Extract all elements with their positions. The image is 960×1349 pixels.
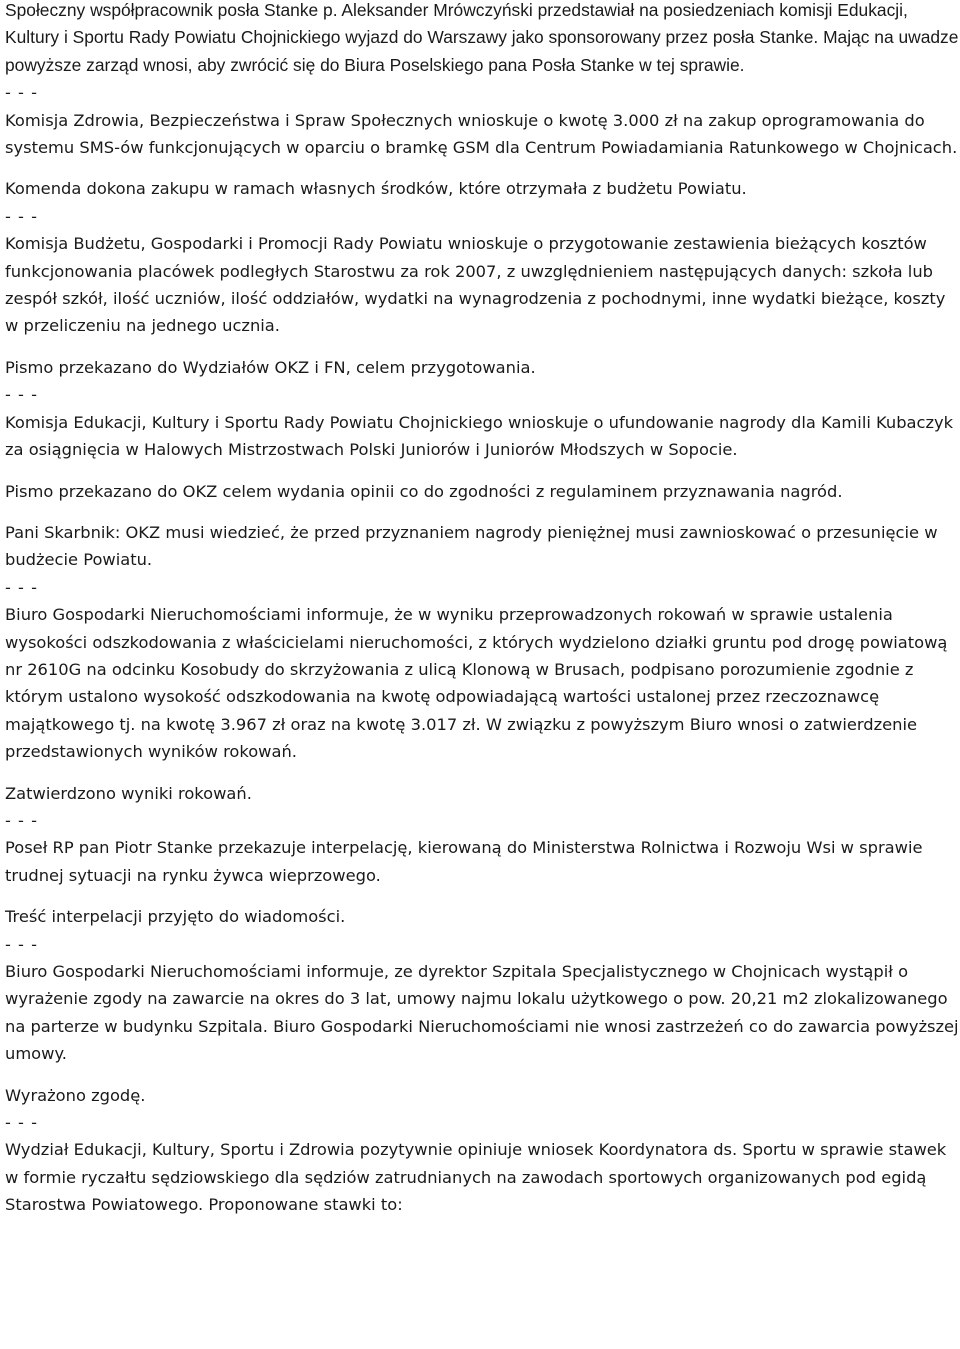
separator: - - - xyxy=(5,83,38,103)
paragraph-consent-given: Wyrażono zgodę. xyxy=(5,1085,146,1105)
paragraph-stanke-trip: Społeczny współpracownik posła Stanke p. Aleksander Mrówczyński przedstawiał na posiedzeniach komisji Edukacji, Kultury i Sportu Rady Powiatu Chojnickiego wyjazd do Warszawy jako sponsorowany przez posła Stanke. Mając na uwadze powyższe zarząd wnosi, aby zwrócić się do Biura Poselskiego pana Posła Stanke w tej sprawie. xyxy=(5,0,959,75)
paragraph-treasurer: Pani Skarbnik: OKZ musi wiedzieć, że przed przyznaniem nagrody pieniężnej musi zawnioskować o przesunięcie w budżecie Powiatu. xyxy=(5,522,938,570)
paragraph-letter-okz-fn: Pismo przekazano do Wydziałów OKZ i FN, celem przygotowania. xyxy=(5,357,536,377)
paragraph-referee-rates: Wydział Edukacji, Kultury, Sportu i Zdrowia pozytywnie opiniuje wniosek Koordynatora ds. Sportu w sprawie stawek w formie ryczałtu sędziowskiego dla sędziów zatrudnianych na zawodach sportowych organizowanych pod egidą Starostwa Powiatowego. Proponowane stawki to: xyxy=(5,1140,947,1215)
document-page xyxy=(5,0,960,1219)
separator: - - - xyxy=(5,1113,38,1133)
separator: - - - xyxy=(5,385,38,405)
paragraph-interpellation: Poseł RP pan Piotr Stanke przekazuje interpelację, kierowaną do Ministerstwa Rolnictwa i Rozwoju Wsi w sprawie trudnej sytuacji na rynku żywca wieprzowego. xyxy=(5,838,923,885)
separator: - - - xyxy=(5,934,38,954)
separator: - - - xyxy=(5,206,38,226)
paragraph-police-purchase: Komenda dokona zakupu w ramach własnych środków, które otrzymała z budżetu Powiatu. xyxy=(5,179,747,199)
paragraph-education-commission: Komisja Edukacji, Kultury i Sportu Rady Powiatu Chojnickiego wnioskuje o ufundowanie nagrody dla Kamili Kubaczyk za osiągnięcia w Halowych Mistrzostwach Polski Juniorów i Juniorów Młodszych w Sopocie. xyxy=(5,412,954,460)
separator: - - - xyxy=(5,810,38,830)
paragraph-hospital-lease: Biuro Gospodarki Nieruchomościami informuje, ze dyrektor Szpitala Specjalistycznego w Chojnicach wystąpił o wyrażenie zgody na zawarcie na okres do 3 lat, umowy najmu lokalu użytkowego o pow. 20,21 m2 zlokalizowanego na parterze w budynku Szpitala. Biuro Gospodarki Nieruchomościami nie wnosi zastrzeżeń co do zawarcia powyższej umowy. xyxy=(5,962,959,1064)
paragraph-approved-negotiations: Zatwierdzono wyniki rokowań. xyxy=(5,783,252,803)
paragraph-letter-okz: Pismo przekazano do OKZ celem wydania opinii co do zgodności z regulaminem przyznawania nagród. xyxy=(5,481,843,501)
paragraph-health-commission: Komisja Zdrowia, Bezpieczeństwa i Spraw Społecznych wnioskuje o kwotę 3.000 zł na zakup oprogramowania do systemu SMS-ów funkcjonujących w oparciu o bramkę GSM dla Centrum Powiadamiania Ratunkowego w Chojnicach. xyxy=(5,110,958,158)
paragraph-interpellation-noted: Treść interpelacji przyjęto do wiadomości. xyxy=(5,907,346,927)
separator: - - - xyxy=(5,577,38,597)
paragraph-budget-commission: Komisja Budżetu, Gospodarki i Promocji Rady Powiatu wnioskuje o przygotowanie zestawienia bieżących kosztów funkcjonowania placówek podległych Starostwu za rok 2007, z uwzględnieniem następujących danych: szkoła lub zespół szkół, ilość uczniów, ilość oddziałów, wydatki na wynagrodzenia z pochodnymi, inne wydatki bieżące, koszty w przeliczeniu na jednego ucznia. xyxy=(5,234,946,336)
paragraph-real-estate-compensation: Biuro Gospodarki Nieruchomościami informuje, że w wyniku przeprowadzonych rokowań w sprawie ustalenia wysokości odszkodowania z właścicielami nieruchomości, z których wydzielono działki gruntu pod drogę powiatową nr 2610G na odcinku Kosobudy do skrzyżowania z ulicą Klonową w Brusach, podpisano porozumienie zgodnie z którym ustalono wysokość odszkodowania na kwotę odpowiadającą wartości ustalonej przez rzeczoznawcę majątkowego tj. na kwotę 3.967 zł oraz na kwotę 3.017 zł. W związku z powyższym Biuro wnosi o zatwierdzenie przedstawionych wyników rokowań. xyxy=(5,605,948,762)
